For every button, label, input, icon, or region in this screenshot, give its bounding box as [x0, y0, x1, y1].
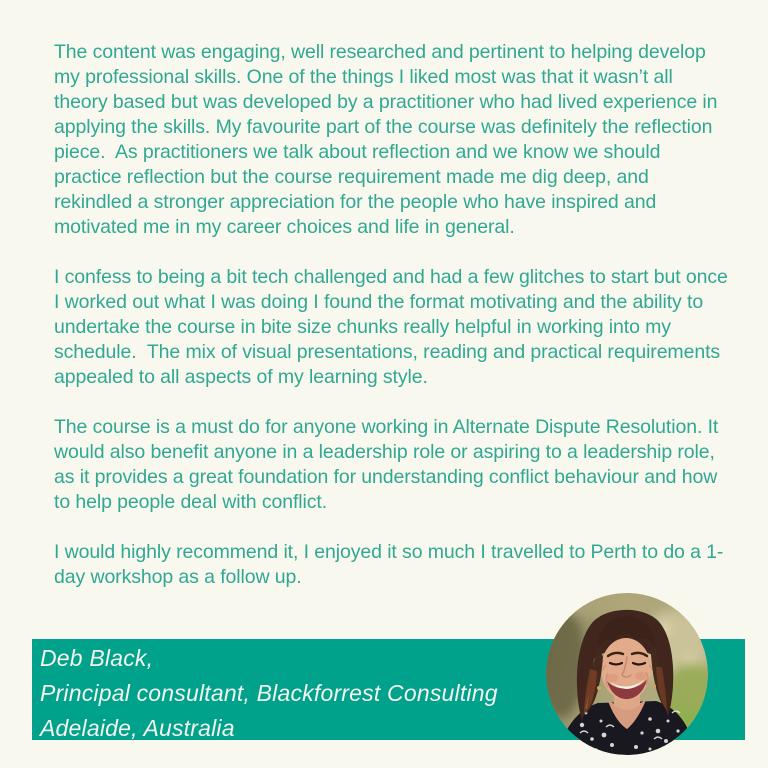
testimonial-paragraph: The content was engaging, well researched and pertinent to helping develop my professional skills. One of the things I liked most was that it wasn’t all theory based but was developed by a practitioner who had lived experience in applying the skills. My favourite part of the course was definitely the reflection piece. As practitioners we talk about reflection and we know we should practice reflection but the course requirement made me dig deep, and rekindled a stronger appreciation for the people who have inspired and motivated me in my career choices and life in general. [54, 41, 723, 238]
testimonial-text [54, 40, 734, 615]
attribution-title: Principal consultant, Blackforrest Consulting [40, 680, 498, 706]
testimonial-paragraph: I would highly recommend it, I enjoyed it so much I travelled to Perth to do a 1-day workshop as a follow up. [54, 541, 724, 588]
profile-photo [546, 593, 708, 755]
portrait-image [546, 593, 708, 755]
attribution-name: Deb Black, [40, 645, 154, 671]
testimonial-paragraph: I confess to being a bit tech challenged and had a few glitches to start but once I worked out what I was doing I found the format motivating and the ability to undertake the course in bite size chunks really helpful in working into my schedule. The mix of visual presentations, reading and practical requirements appealed to all aspects of my learning style. [54, 266, 734, 388]
testimonial-paragraph: The course is a must do for anyone working in Alternate Dispute Resolution. It would also benefit anyone in a leadership role or aspiring to a leadership role, as it provides a great foundation for understanding conflict behaviour and how to help people deal with conflict. [54, 416, 724, 513]
attribution-location: Adelaide, Australia [40, 715, 235, 741]
